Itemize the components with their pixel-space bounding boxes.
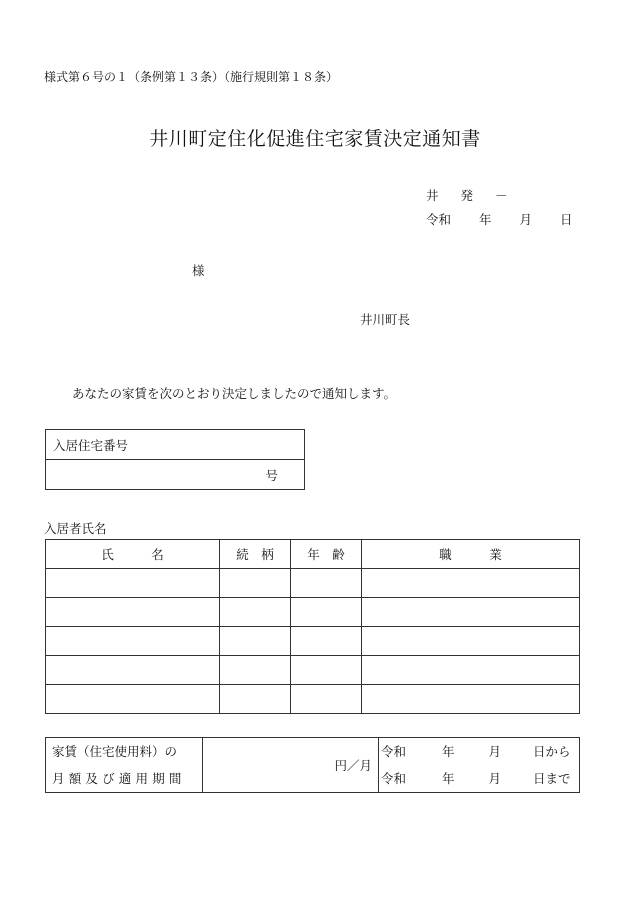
relationship-cell[interactable] <box>220 627 291 656</box>
rent-amount-cell[interactable] <box>203 738 379 793</box>
from-era: 令和 <box>381 744 407 759</box>
doc-number-prefix: 井 <box>426 188 439 203</box>
recipient-suffix: 様 <box>192 263 205 278</box>
name-cell[interactable] <box>46 627 220 656</box>
rent-period-cell[interactable] <box>379 738 580 793</box>
age-cell[interactable] <box>291 685 362 714</box>
age-cell[interactable] <box>291 598 362 627</box>
occupation-cell[interactable] <box>362 656 580 685</box>
issue-date <box>426 210 573 228</box>
residents-label: 入居者氏名 <box>44 521 107 536</box>
occupation-cell[interactable] <box>362 598 580 627</box>
from-year: 年 <box>442 744 455 759</box>
table-row <box>46 656 580 685</box>
form-number: 様式第６号の１（条例第１３条）（施行規則第１８条） <box>44 70 339 84</box>
occupation-cell[interactable] <box>362 627 580 656</box>
age-cell[interactable] <box>291 627 362 656</box>
from-month: 月 <box>488 744 502 759</box>
name-cell[interactable] <box>46 656 220 685</box>
occupation-cell[interactable] <box>362 569 580 598</box>
date-era: 令和 <box>426 212 452 227</box>
date-month: 月 <box>519 212 533 227</box>
table-row <box>46 685 580 714</box>
col-header-age: 年 齢 <box>291 540 362 569</box>
col-header-occupation: 職 業 <box>362 540 580 569</box>
to-day: 日まで <box>533 771 571 786</box>
relationship-cell[interactable] <box>220 656 291 685</box>
relationship-cell[interactable] <box>220 685 291 714</box>
house-number-table <box>45 429 305 490</box>
relationship-cell[interactable] <box>220 569 291 598</box>
rent-label-line2: 月額及び適用期間 <box>52 771 186 786</box>
sender-name: 井川町長 <box>360 312 411 327</box>
col-header-relationship: 続 柄 <box>220 540 291 569</box>
date-day: 日 <box>560 212 573 227</box>
rent-table <box>45 737 580 793</box>
to-year: 年 <box>442 771 455 786</box>
table-row <box>46 627 580 656</box>
house-number-cell[interactable] <box>46 460 305 490</box>
age-cell[interactable] <box>291 656 362 685</box>
rent-amount-unit: 円／月 <box>334 758 372 773</box>
residents-table <box>45 539 580 714</box>
occupation-cell[interactable] <box>362 685 580 714</box>
house-number-unit: 号 <box>265 467 278 483</box>
to-month: 月 <box>488 771 502 786</box>
rent-label-cell <box>46 738 203 793</box>
rent-label-line1: 家賃（住宅使用料）の <box>52 744 178 759</box>
notice-body: あなたの家賃を次のとおり決定しましたので通知します。 <box>72 386 397 401</box>
table-row <box>46 598 580 627</box>
relationship-cell[interactable] <box>220 598 291 627</box>
doc-number-middle: 発 <box>460 188 473 203</box>
name-cell[interactable] <box>46 598 220 627</box>
house-number-header: 入居住宅番号 <box>46 430 305 460</box>
to-era: 令和 <box>381 771 407 786</box>
page-title: 井川町定住化促進住宅家賃決定通知書 <box>149 128 481 150</box>
name-cell[interactable] <box>46 569 220 598</box>
age-cell[interactable] <box>291 569 362 598</box>
document-number <box>426 186 507 204</box>
date-year: 年 <box>479 212 492 227</box>
col-header-name: 氏 名 <box>46 540 220 569</box>
name-cell[interactable] <box>46 685 220 714</box>
period-to <box>381 765 579 792</box>
from-day: 日から <box>533 744 571 759</box>
doc-number-dash: － <box>494 188 508 203</box>
table-row <box>46 569 580 598</box>
period-from <box>381 738 579 765</box>
